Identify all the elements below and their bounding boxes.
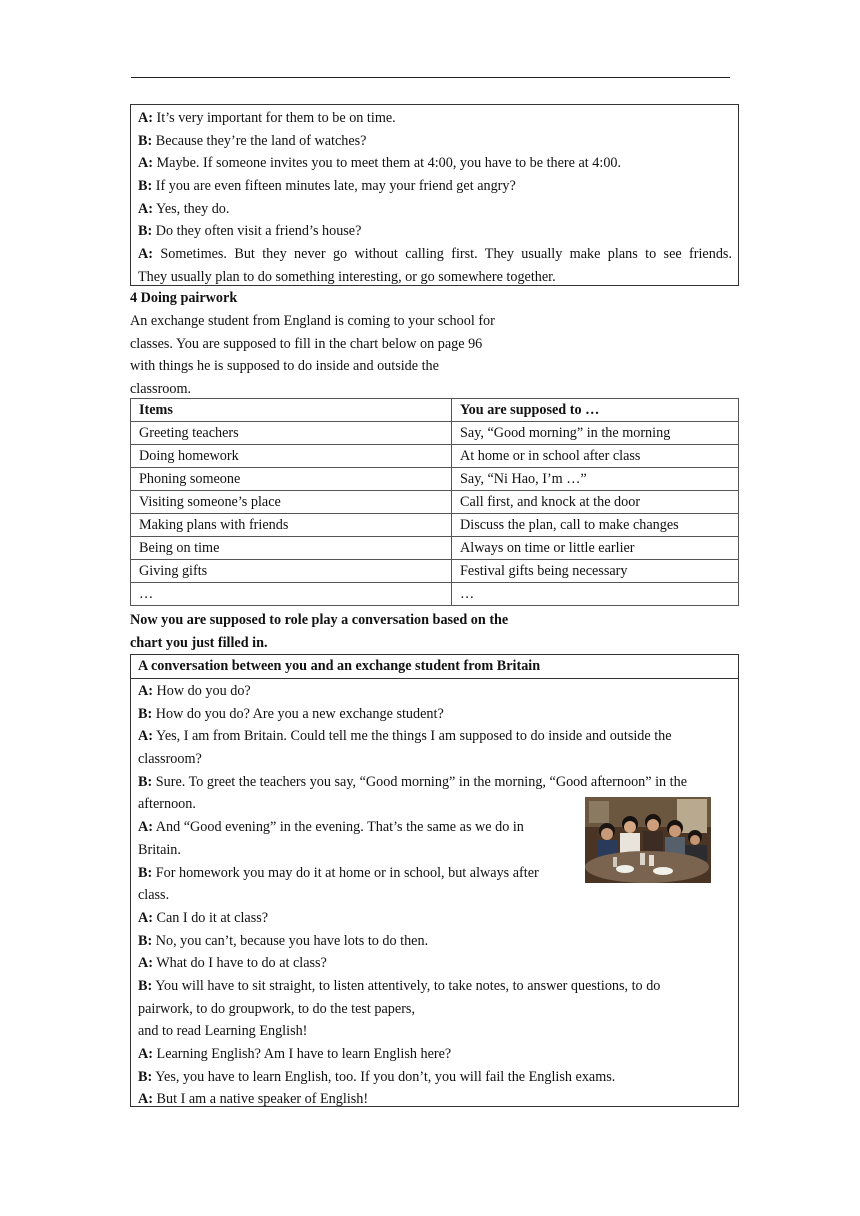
dialogue-line	[138, 975, 730, 998]
dialogue-line	[138, 107, 732, 130]
supposed-cell: …	[452, 583, 739, 606]
dialogue-text: afternoon.	[138, 796, 196, 813]
speaker-label: A:	[138, 110, 153, 126]
speaker-label: A:	[138, 155, 153, 172]
dialogue-box	[130, 104, 739, 286]
item-cell: Greeting teachers	[131, 422, 452, 445]
dialogue-line	[138, 1043, 730, 1066]
speaker-label: A:	[138, 1046, 153, 1062]
section-title: 4 Doing pairwork	[130, 290, 238, 306]
conversation-caption: A conversation between you and an exchange student from Britain	[131, 655, 738, 679]
dialogue-text: Yes, they do.	[152, 200, 230, 217]
dialogue-text: And “Good evening” in the evening. That’s the same as we do in	[152, 819, 524, 836]
dialogue-line	[138, 998, 730, 1021]
dialogue-line	[138, 771, 730, 794]
dialogue-line	[138, 952, 730, 975]
roleplay-title	[130, 609, 508, 654]
speaker-label: B:	[138, 773, 153, 790]
speaker-label: B:	[138, 178, 153, 195]
dialogue-line	[138, 748, 730, 771]
dialogue-text: Maybe. If someone invites you to meet them at 4:00, you have to be there at 4:00.	[152, 155, 622, 172]
speaker-label: B:	[138, 223, 153, 240]
items-table	[130, 398, 739, 606]
table-row	[131, 445, 739, 468]
dialogue-text: Learning English? Am I have to learn English here?	[152, 1046, 452, 1062]
dialogue-text: classroom?	[138, 751, 202, 768]
speaker-label: A:	[138, 200, 153, 217]
photo-illustration	[585, 797, 711, 883]
dialogue-text: No, you can’t, because you have lots to do then.	[152, 932, 429, 949]
roleplay-title-line: Now you are supposed to role play a conversation based on the	[130, 612, 509, 628]
conversation-body	[131, 679, 738, 1111]
item-cell: Visiting someone’s place	[131, 491, 452, 514]
dialogue-text: Do they often visit a friend’s house?	[152, 223, 362, 240]
dialogue-text: You will have to sit straight, to listen attentively, to take notes, to answer questions, to do	[152, 977, 661, 994]
speaker-label: B:	[138, 705, 153, 722]
table-row	[131, 422, 739, 445]
supposed-cell: Say, “Good morning” in the morning	[452, 422, 739, 445]
supposed-cell: At home or in school after class	[452, 445, 739, 468]
dialogue-line	[138, 703, 730, 726]
dialogue-text: Can I do it at class?	[152, 909, 269, 926]
dialogue-text: Because they’re the land of watches?	[152, 132, 367, 149]
item-cell: Phoning someone	[131, 468, 452, 491]
dialogue-line	[138, 152, 732, 175]
speaker-label: A:	[138, 728, 153, 745]
item-cell: Being on time	[131, 537, 452, 560]
dialogue-text: Yes, I am from Britain. Could tell me the things I am supposed to do inside and outside the	[152, 728, 672, 745]
dialogue-line	[138, 130, 732, 153]
dialogue-line	[138, 220, 732, 243]
item-cell: …	[131, 583, 452, 606]
students-at-table-photo	[585, 797, 711, 883]
dialogue-text: Yes, you have to learn English, too. If you don’t, you will fail the English exams.	[152, 1068, 616, 1085]
speaker-label: B:	[138, 932, 153, 949]
dialogue-text: Sometimes. But they never go without calling first. They usually make plans to see friends.	[152, 246, 732, 263]
dialogue-text: pairwork, to do groupwork, to do the test papers,	[138, 1000, 415, 1017]
dialogue-line	[138, 680, 730, 703]
column-header: You are supposed to …	[452, 399, 739, 422]
dialogue-text: If you are even fifteen minutes late, may your friend get angry?	[152, 178, 516, 195]
table-row	[131, 560, 739, 583]
dialogue-text: Britain.	[138, 841, 181, 858]
dialogue-text: For homework you may do it at home or in school, but always after	[152, 864, 539, 881]
dialogue-text: How do you do? Are you a new exchange student?	[152, 705, 444, 722]
supposed-cell: Say, “Ni Hao, I’m …”	[452, 468, 739, 491]
supposed-cell: Discuss the plan, call to make changes	[452, 514, 739, 537]
dialogue-line	[138, 198, 732, 221]
dialogue-line	[138, 930, 730, 953]
roleplay-title-line: chart you just filled in.	[130, 634, 268, 651]
speaker-label: B:	[138, 1068, 153, 1085]
item-cell: Making plans with friends	[131, 514, 452, 537]
table-row	[131, 583, 739, 606]
speaker-label: B:	[138, 977, 153, 994]
dialogue-line	[138, 725, 730, 748]
dialogue-text: But I am a native speaker of English!	[152, 1091, 369, 1108]
dialogue-text: and to read Learning English!	[138, 1023, 308, 1040]
intro-line: with things he is supposed to do inside and outside the	[130, 358, 439, 375]
dialogue-line	[138, 1066, 730, 1089]
speaker-label: A:	[138, 246, 153, 263]
speaker-label: A:	[138, 819, 153, 836]
supposed-cell: Festival gifts being necessary	[452, 560, 739, 583]
dialogue-text: Sure. To greet the teachers you say, “Good morning” in the morning, “Good afternoon” in the	[152, 773, 688, 790]
column-header: Items	[131, 399, 452, 422]
speaker-label: A:	[138, 683, 153, 699]
dialogue-line	[138, 1088, 730, 1111]
table-row	[131, 514, 739, 537]
speaker-label: B:	[138, 864, 153, 881]
table-header-row	[131, 399, 739, 422]
dialogue-text: It’s very important for them to be on time.	[152, 110, 396, 126]
item-cell: Doing homework	[131, 445, 452, 468]
supposed-cell: Always on time or little earlier	[452, 537, 739, 560]
table-row	[131, 537, 739, 560]
table-row	[131, 468, 739, 491]
section-intro	[130, 310, 495, 401]
intro-line: classroom.	[130, 381, 192, 398]
speaker-label: A:	[138, 1091, 153, 1108]
dialogue-text: They usually plan to do something interesting, or go somewhere together.	[138, 268, 556, 285]
dialogue-line	[138, 1020, 730, 1043]
intro-line: An exchange student from England is coming to your school for	[130, 313, 495, 329]
header-rule	[131, 77, 730, 78]
dialogue-line	[138, 884, 730, 907]
table-row	[131, 491, 739, 514]
dialogue-line	[138, 243, 732, 266]
speaker-label: A:	[138, 909, 153, 926]
supposed-cell: Call first, and knock at the door	[452, 491, 739, 514]
intro-line: classes. You are supposed to fill in the chart below on page 96	[130, 335, 483, 352]
dialogue-line	[138, 266, 732, 289]
dialogue-line	[138, 175, 732, 198]
item-cell: Giving gifts	[131, 560, 452, 583]
speaker-label: B:	[138, 132, 153, 149]
dialogue-line	[138, 907, 730, 930]
speaker-label: A:	[138, 955, 153, 972]
dialogue-text: class.	[138, 887, 170, 904]
dialogue-text: How do you do?	[152, 683, 251, 699]
dialogue-text: What do I have to do at class?	[152, 955, 327, 972]
